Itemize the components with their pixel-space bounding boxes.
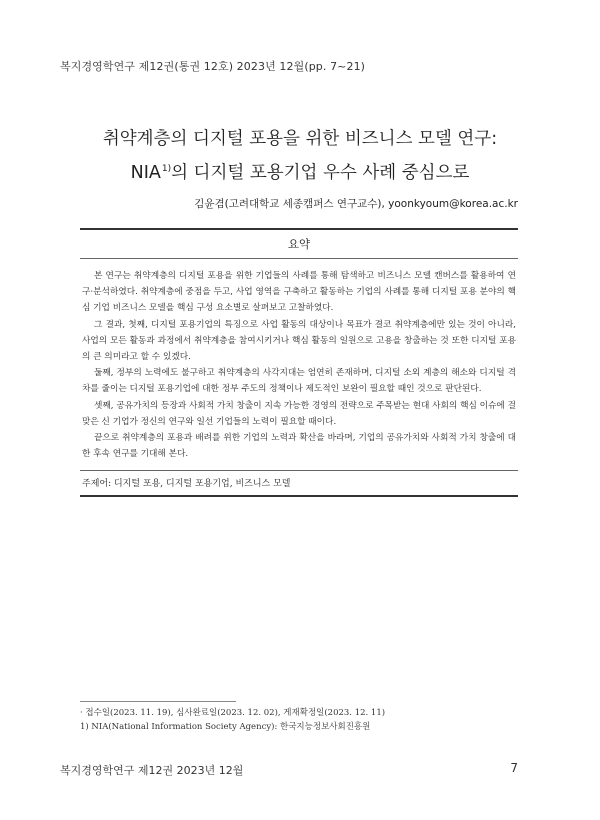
paper-title: [0, 124, 600, 188]
footnotes: [80, 706, 520, 734]
running-head: 복지경영학연구 제12권(통권 12호) 2023년 12월(pp. 7~21): [60, 60, 366, 73]
abstract-heading: 요약: [287, 237, 311, 251]
abstract-paragraph: 셋째, 공유가치의 등장과 사회적 가치 창출이 지속 가능한 경영의 전략으로 주목받는 현대 사회의 핵심 이슈에 걸맞은 신 기업가 정신의 연구와 일선 기업들의 노력이 필요할 때이다.: [82, 400, 516, 427]
title-footnote-marker: 1): [161, 164, 172, 174]
title-line-2: [0, 154, 600, 188]
footnote-nia: 1) NIA(National Information Society Agency): 한국지능정보사회진흥원: [80, 722, 371, 732]
author-affiliation: 김윤겸(고려대학교 세종캠퍼스 연구교수), yoonkyoum@korea.ac.kr: [194, 198, 518, 210]
abstract-body: [80, 259, 518, 470]
abstract-paragraph: 본 연구는 취약계층의 디지털 포용을 위한 기업들의 사례를 통해 탐색하고 비즈니스 모델 캔버스를 활용하여 연구·분석하였다. 취약계층에 중점을 두고, 사업 영역을 구축하고 활동하는 기업의 사례를 통해 디지털 포용 분야의 핵심 기업 비즈니스 모델을 핵심 구성 요소별로 살펴보고 고찰하였다.: [82, 271, 516, 314]
abstract-paragraph: 그 결과, 첫째, 디지털 포용기업의 특징으로 사업 활동의 대상이나 목표가 결코 취약계층에만 있는 것이 아니라, 사업의 모든 활동과 과정에서 취약계층을 참여시키거나 핵심 활동의 일원으로 고용을 창출하는 것 또한 디지털 포용의 큰 의미라고 할 수 있겠다.: [82, 319, 516, 363]
title-line-1: 취약계층의 디지털 포용을 위한 비즈니스 모델 연구:: [102, 129, 498, 149]
footnote-rule: [80, 701, 236, 702]
title-acronym: NIA: [130, 163, 161, 183]
abstract: [80, 228, 518, 497]
page-number: 7: [510, 761, 518, 775]
title-subtitle: 의 디지털 포용기업 우수 사례 중심으로: [171, 163, 470, 183]
abstract-bottom-rule: [80, 495, 518, 497]
abstract-paragraph: 둘째, 정부의 노력에도 불구하고 취약계층의 사각지대는 엄연히 존재하며, 디지털 소외 계층의 해소와 디지털 격차를 줄이는 디지털 포용기업에 대한 정부 주도의 정책이나 제도적인 보완이 필요할 때인 것으로 판단된다.: [82, 368, 516, 395]
abstract-paragraph: 끝으로 취약계층의 포용과 배려를 위한 기업의 노력과 확산을 바라며, 기업의 공유가치와 사회적 가치 창출에 대한 후속 연구를 기대해 본다.: [82, 433, 516, 460]
keywords: 주제어: 디지털 포용, 디지털 포용기업, 비즈니스 모델: [82, 479, 291, 490]
running-foot: 복지경영학연구 제12권 2023년 12월: [60, 764, 244, 777]
footnote-dates: · 접수일(2023. 11. 19), 심사완료일(2023. 12. 02), 게재확정일(2023. 12. 11): [80, 708, 386, 718]
